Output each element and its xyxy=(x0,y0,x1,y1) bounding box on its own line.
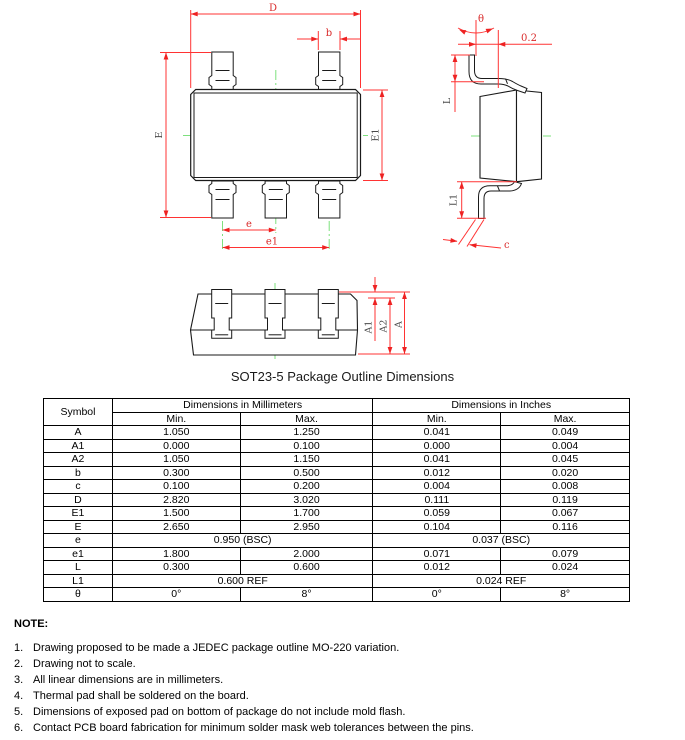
front-leads xyxy=(212,290,339,339)
table-row: L 0.300 0.600 0.012 0.024 xyxy=(44,561,630,575)
dim-label-e1: e1 xyxy=(265,236,279,248)
note-item xyxy=(14,672,674,688)
dim-label-theta: θ xyxy=(477,14,485,25)
table-row: A2 1.050 1.150 0.041 0.045 xyxy=(44,453,630,467)
header-in-max: Max. xyxy=(501,412,630,426)
table-row: b 0.300 0.500 0.012 0.020 xyxy=(44,466,630,480)
table-row: D 2.820 3.020 0.111 0.119 xyxy=(44,493,630,507)
dim-label-0.2: 0.2 xyxy=(521,33,537,44)
note-text: Drawing not to scale. xyxy=(33,658,136,670)
table-row: A 1.050 1.250 0.041 0.049 xyxy=(44,426,630,440)
note-text: All linear dimensions are in millimeters. xyxy=(33,674,224,686)
dim-label-D: D xyxy=(268,3,278,14)
dim-label-E1: E1 xyxy=(370,128,382,142)
lead xyxy=(318,290,338,339)
lead xyxy=(212,290,232,339)
table-row: e 0.950 (BSC) 0.037 (BSC) xyxy=(44,534,630,548)
table-row: e1 1.800 2.000 0.071 0.079 xyxy=(44,547,630,561)
header-in-min: Min. xyxy=(373,412,501,426)
note-item xyxy=(14,720,674,736)
note-text: Drawing proposed to be made a JEDEC package outline MO-220 variation. xyxy=(33,642,400,654)
note-number: 1. xyxy=(14,642,24,654)
note-text: Contact PCB board fabrication for minimum solder mask web tolerances between the pins. xyxy=(33,722,474,734)
header-symbol: Symbol xyxy=(44,399,113,426)
note-text: Dimensions of exposed pad on bottom of package do not include mold flash. xyxy=(33,706,406,718)
note-item xyxy=(14,688,674,704)
note-item xyxy=(14,704,674,720)
lead xyxy=(265,290,285,339)
note-number: 4. xyxy=(14,690,24,702)
note-number: 5. xyxy=(14,706,24,718)
notes-section xyxy=(14,618,674,736)
dim-label-E: E xyxy=(154,131,165,139)
table-row: A1 0.000 0.100 0.000 0.004 xyxy=(44,439,630,453)
table-row: c 0.100 0.200 0.004 0.008 xyxy=(44,480,630,494)
dim-label-A1: A1 xyxy=(363,320,375,334)
note-item xyxy=(14,656,674,672)
dimensions-table xyxy=(43,398,630,602)
side-view-drawing xyxy=(442,14,552,251)
dim-label-b: b xyxy=(325,28,333,39)
table-row: E 2.650 2.950 0.104 0.116 xyxy=(44,520,630,534)
package-body-side xyxy=(480,90,542,182)
dim-label-c: c xyxy=(504,240,510,251)
note-number: 2. xyxy=(14,658,24,670)
header-inches: Dimensions in Inches xyxy=(373,399,630,413)
note-item xyxy=(14,640,674,656)
dim-label-L1: L1 xyxy=(448,193,460,207)
header-mm-min: Min. xyxy=(112,412,240,426)
top-view-drawing xyxy=(154,3,388,251)
table-subheader-row xyxy=(44,412,630,426)
table-header-row xyxy=(44,399,630,413)
table-row: θ 0° 8° 0° 8° xyxy=(44,588,630,602)
note-number: 3. xyxy=(14,674,24,686)
front-view-drawing xyxy=(191,277,411,359)
header-mm-max: Max. xyxy=(240,412,373,426)
note-number: 6. xyxy=(14,722,24,734)
dim-label-e: e xyxy=(246,219,252,230)
notes-title: NOTE: xyxy=(14,618,49,630)
note-text: Thermal pad shall be soldered on the board. xyxy=(33,690,249,702)
dim-label-A2: A2 xyxy=(378,319,390,333)
lead xyxy=(479,182,522,219)
table-row: E1 1.500 1.700 0.059 0.067 xyxy=(44,507,630,521)
dim-label-A: A xyxy=(393,321,405,328)
drawing-caption: SOT23-5 Package Outline Dimensions xyxy=(230,369,455,384)
dim-label-L: L xyxy=(442,97,453,105)
table-row: L1 0.600 REF 0.024 REF xyxy=(44,574,630,588)
package-body xyxy=(191,90,361,181)
header-mm: Dimensions in Millimeters xyxy=(112,399,373,413)
